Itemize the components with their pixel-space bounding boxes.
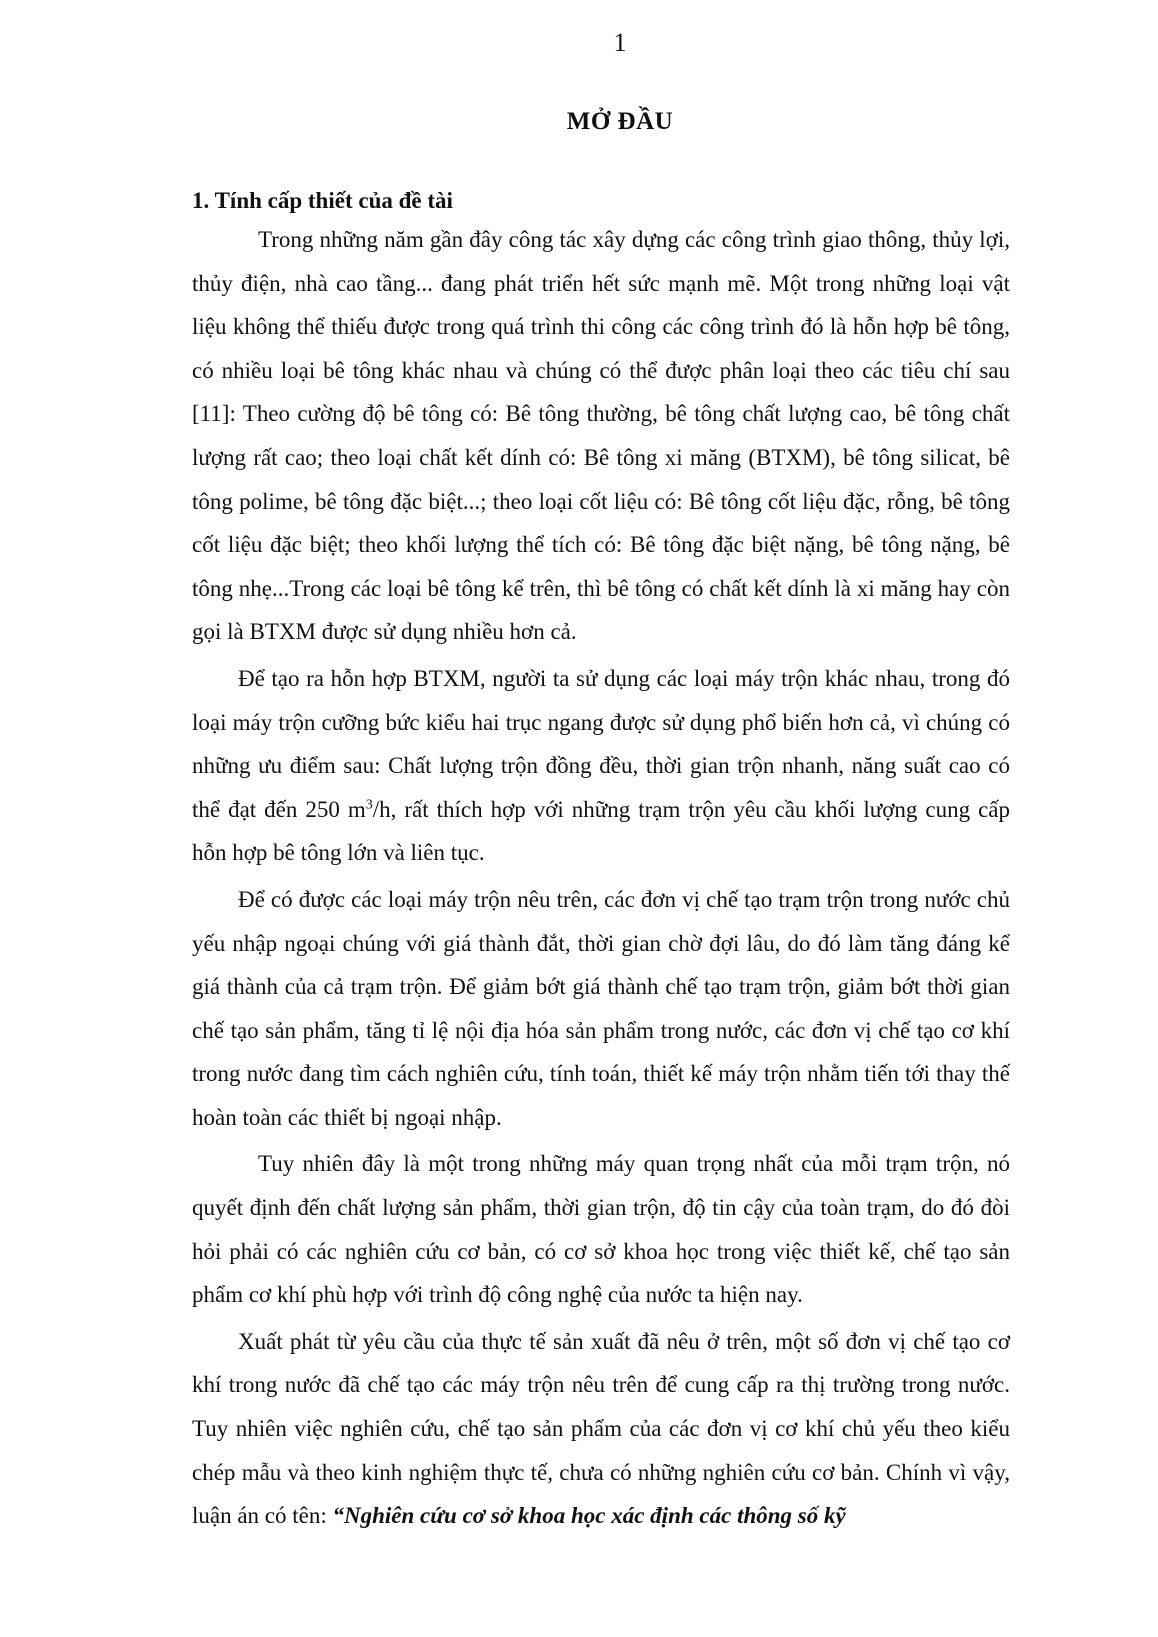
paragraph-5 <box>192 1320 1010 1538</box>
paragraph-1: Trong những năm gần đây công tác xây dựng các công trình giao thông, thủy lợi, thủy điện, nhà cao tầng... đang phát triển hết sức mạnh mẽ. Một trong những loại vật liệu không thể thiếu được trong quá trình thi công các công trình đó là hỗn hợp bê tông, có nhiều loại bê tông khác nhau và chúng có thể được phân loại theo các tiêu chí sau [11]: Theo cường độ bê tông có: Bê tông thường, bê tông chất lượng cao, bê tông chất lượng rất cao; theo loại chất kết dính có: Bê tông xi măng (BTXM), bê tông silicat, bê tông polime, bê tông đặc biệt...; theo loại cốt liệu có: Bê tông cốt liệu đặc, rỗng, bê tông cốt liệu đặc biệt; theo khối lượng thể tích có: Bê tông đặc biệt nặng, bê tông nặng, bê tông nhẹ...Trong các loại bê tông kể trên, thì bê tông có chất kết dính là xi măng hay còn gọi là BTXM được sử dụng nhiều hơn cả. <box>192 227 1010 645</box>
body-text <box>192 218 1010 1541</box>
paragraph-3: Để có được các loại máy trộn nêu trên, các đơn vị chế tạo trạm trộn trong nước chủ yếu nhập ngoại chúng với giá thành đắt, thời gian chờ đợi lâu, do đó làm tăng đáng kể giá thành của cả trạm trộn. Để giảm bớt giá thành chế tạo trạm trộn, giảm bớt thời gian chế tạo sản phẩm, tăng tỉ lệ nội địa hóa sản phẩm trong nước, các đơn vị chế tạo cơ khí trong nước đang tìm cách nghiên cứu, tính toán, thiết kế máy trộn nhằm tiến tới thay thế hoàn toàn các thiết bị ngoại nhập. <box>192 886 1010 1130</box>
paragraph-4: Tuy nhiên đây là một trong những máy quan trọng nhất của mỗi trạm trộn, nó quyết định đến chất lượng sản phẩm, thời gian trộn, độ tin cậy của toàn trạm, do đó đòi hỏi phải có các nghiên cứu cơ bản, có cơ sở khoa học trong việc thiết kế, chế tạo sản phẩm cơ khí phù hợp với trình độ công nghệ của nước ta hiện nay. <box>192 1151 1010 1308</box>
paragraph-2-text-cont: /h, rất thích hợp với những trạm trộn yêu cầu khối lượng cung cấp hỗn hợp bê tông lớn và liên tục. <box>192 796 1010 866</box>
thesis-title-emphasis: “Nghiên cứu cơ sở khoa học xác định các thông số kỹ <box>332 1503 846 1529</box>
paragraph-2-text: Để tạo ra hỗn hợp BTXM, người ta sử dụng các loại máy trộn khác nhau, trong đó loại máy trộn cưỡng bức kiểu hai trục ngang được sử dụng phổ biến hơn cả, vì chúng có những ưu điểm sau: Chất lượng trộn đồng đều, thời gian trộn nhanh, năng suất cao có thể đạt đến 250 m <box>192 665 1010 822</box>
paragraph-5-text: Xuất phát từ yêu cầu của thực tế sản xuất đã nêu ở trên, một số đơn vị chế tạo cơ khí trong nước đã chế tạo các máy trộn nêu trên để cung cấp ra thị trường trong nước. Tuy nhiên việc nghiên cứu, chế tạo sản phẩm của các đơn vị cơ khí chủ yếu theo kiểu chép mẫu và theo kinh nghiệm thực tế, chưa có những nghiên cứu cơ bản. Chính vì vậy, luận án có tên: <box>192 1328 1010 1529</box>
paragraph-2 <box>192 657 1010 875</box>
superscript-3: 3 <box>365 797 373 813</box>
section-heading: 1. Tính cấp thiết của đề tài <box>192 188 453 213</box>
page-number: 1 <box>613 28 627 57</box>
chapter-title: MỞ ĐẦU <box>566 108 674 135</box>
